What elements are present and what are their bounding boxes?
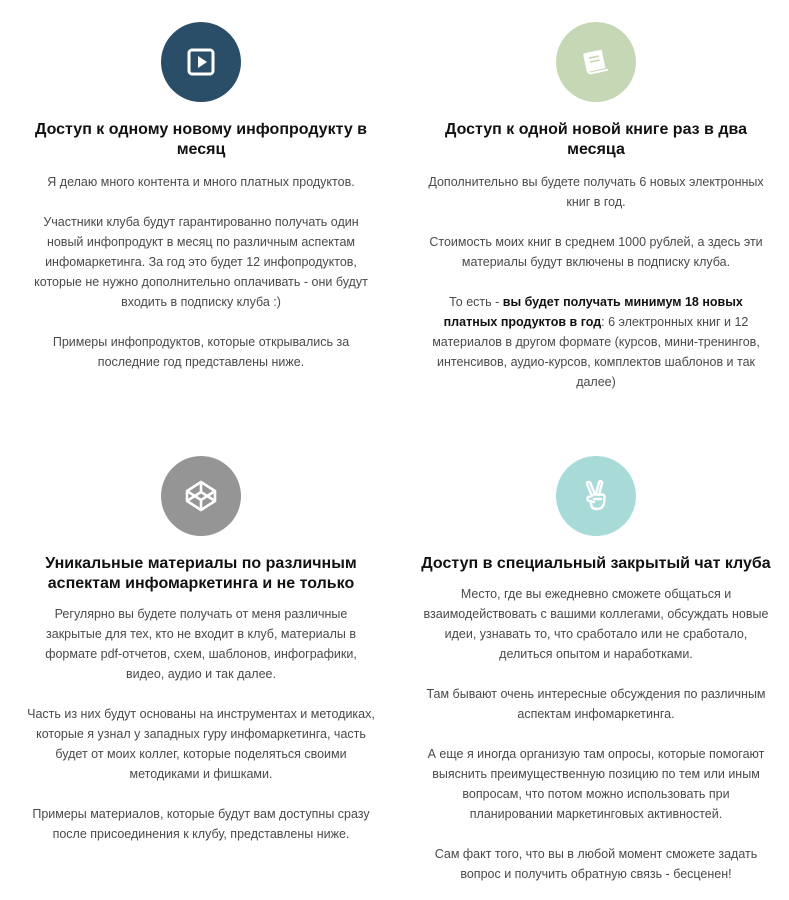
victory-hand-icon — [579, 479, 613, 513]
feature-description — [411, 584, 781, 884]
feature-paragraph: А еще я иногда организую там опросы, которые помогают выяснить преимущественную позицию по тем или иным вопросам, что потом можно использовать при планировании маркетинговых активностей. — [427, 747, 765, 821]
icon-circle-1 — [161, 22, 241, 102]
feature-paragraph: Стоимость моих книг в среднем 1000 рублей, а здесь эти материалы будут включены в подписку клуба. — [429, 235, 763, 269]
feature-paragraph: Место, где вы ежедневно сможете общаться и взаимодействовать с вашими коллегами, обсуждать новые идеи, узнавать то, что сработало или не сработало, делиться опытом и наработками. — [423, 587, 769, 661]
feature-unique-materials — [16, 456, 386, 844]
icon-circle-4 — [556, 456, 636, 536]
feature-title: Доступ к одному новому инфопродукту в месяц — [35, 121, 367, 158]
feature-description — [411, 172, 781, 392]
feature-paragraph: Примеры материалов, которые будут вам доступны сразу после присоединения к клубу, представлены ниже. — [32, 807, 370, 841]
emphasis-prefix: То есть - — [449, 295, 503, 309]
feature-title: Доступ к одной новой книге раз в два месяца — [444, 121, 748, 158]
play-icon — [186, 47, 216, 77]
feature-private-chat — [411, 456, 781, 884]
feature-paragraph: Там бывают очень интересные обсуждения по различным аспектам инфомаркетинга. — [426, 687, 766, 721]
feature-title: Уникальные материалы по различным аспектам инфомаркетинга и не только — [45, 555, 357, 592]
emphasis-bold: вы будет получать минимум 18 новых платных продуктов в год — [443, 295, 743, 329]
feature-emphasis-paragraph — [421, 292, 771, 392]
feature-monthly-infoproduct — [16, 22, 386, 372]
book-icon — [579, 45, 613, 79]
feature-description — [16, 172, 386, 372]
feature-title: Доступ в специальный закрытый чат клуба — [421, 555, 771, 572]
icon-circle-2 — [556, 22, 636, 102]
emphasis-suffix: : 6 электронных книг и 12 материалов в другом формате (курсов, мини-тренингов, интенсивов, аудио-курсов, комплектов шаблонов и так далее) — [432, 315, 760, 389]
feature-description — [16, 604, 386, 844]
feature-paragraph: Сам факт того, что вы в любой момент сможете задать вопрос и получить обратную связь - бесценен! — [434, 847, 758, 881]
codepen-cube-icon — [183, 478, 219, 514]
feature-paragraph: Регулярно вы будете получать от меня различные закрытые для тех, кто не входит в клуб, материалы в формате pdf-отчетов, схем, шаблонов, инфографики, видео, аудио и так далее. — [45, 607, 357, 681]
feature-bimonthly-book — [411, 22, 781, 392]
feature-paragraph: Участники клуба будут гарантированно получать один новый инфопродукт в месяц по различным аспектам инфомаркетинга. За год это будет 12 инфопродуктов, которые не нужно дополнительно оплачивать - они будут входить в подписку клуба :) — [34, 215, 368, 309]
feature-paragraph: Часть из них будут основаны на инструментах и методиках, которые я узнал у западных гуру инфомаркетинга, часть будет от моих коллег, которые поделяться своими методиками и фишками. — [27, 707, 375, 781]
feature-paragraph: Я делаю много контента и много платных продуктов. — [47, 175, 355, 189]
feature-paragraph: Примеры инфопродуктов, которые открывались за последние год представлены ниже. — [52, 335, 350, 369]
feature-paragraph: Дополнительно вы будете получать 6 новых электронных книг в год. — [428, 175, 764, 209]
icon-circle-3 — [161, 456, 241, 536]
